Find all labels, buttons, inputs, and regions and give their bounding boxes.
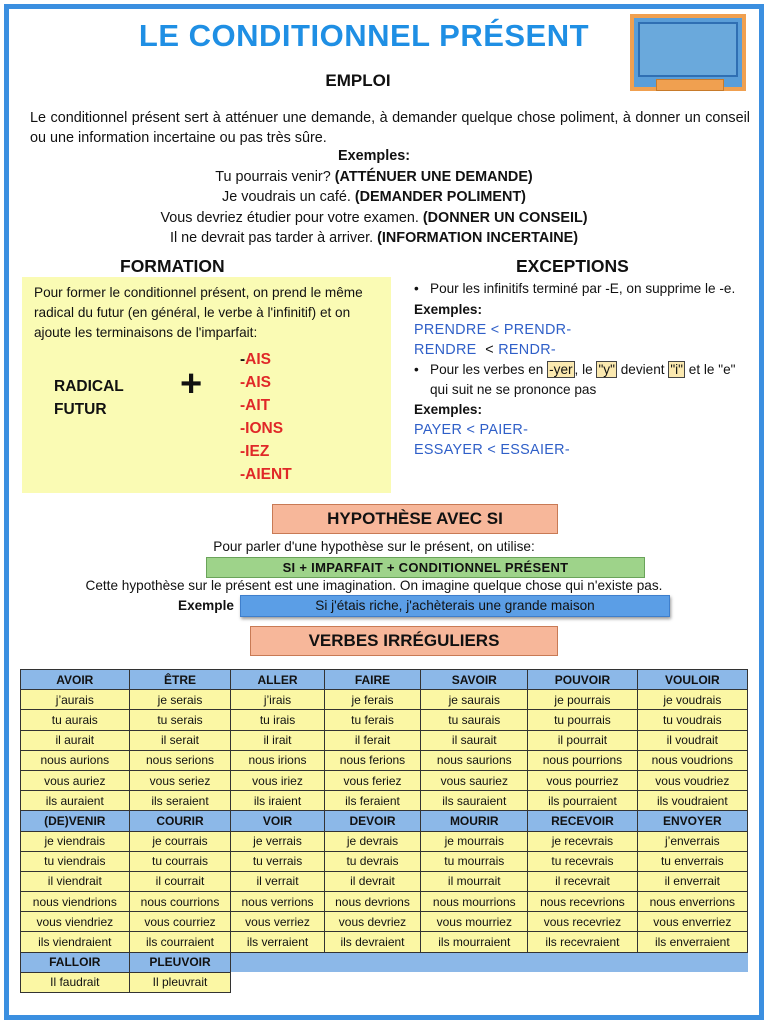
table-cell: nous voudrions (637, 750, 747, 770)
table-cell: nous ferions (324, 750, 421, 770)
page-title: LE CONDITIONNEL PRÉSENT (138, 18, 590, 53)
table-cell: je ferais (324, 690, 421, 710)
table-cell: vous pourriez (528, 770, 637, 790)
table-header: (DE)VENIR (21, 811, 130, 831)
table-cell: vous voudriez (637, 770, 747, 790)
table-cell: nous courrions (129, 892, 231, 912)
table-cell: j’enverrais (637, 831, 747, 851)
emploi-paragraph: Le conditionnel présent sert à atténuer une demande, à demander quelque chose poliment, à donner un conseil ou une information incertaine ou pas très sûre. (30, 110, 750, 146)
table-cell: j’irais (231, 690, 324, 710)
table-header-row (21, 811, 748, 831)
table-cell: vous mourriez (421, 912, 528, 932)
table-cell: nous enverrions (637, 892, 747, 912)
table-cell: je serais (129, 690, 231, 710)
hypothese-example-label: Exemple (178, 598, 234, 613)
table-cell: tu courrais (129, 851, 231, 871)
empty-cell (231, 952, 324, 972)
table-cell: ils feraient (324, 791, 421, 811)
table-cell: ils recevraient (528, 932, 637, 952)
table-cell: nous pourrions (528, 750, 637, 770)
empty-cell (231, 972, 324, 992)
table-header-row (21, 952, 748, 972)
table-cell: nous recevrions (528, 892, 637, 912)
table-cell: nous mourrions (421, 892, 528, 912)
empty-cell (324, 952, 421, 972)
table-row (21, 710, 748, 730)
table-cell: il verrait (231, 871, 324, 891)
table-cell: vous seriez (129, 770, 231, 790)
exception-example: PAYER < PAIER- (414, 422, 529, 438)
table-header: ALLER (231, 670, 324, 690)
table-cell: il voudrait (637, 730, 747, 750)
table-header: VOIR (231, 811, 324, 831)
table-cell: tu irais (231, 710, 324, 730)
table-cell: tu serais (129, 710, 231, 730)
table-cell: tu mourrais (421, 851, 528, 871)
table-row (21, 791, 748, 811)
table-cell: nous verrions (231, 892, 324, 912)
table-header: POUVOIR (528, 670, 637, 690)
empty-cell (421, 972, 528, 992)
table-cell: j’aurais (21, 690, 130, 710)
empty-cell (528, 952, 637, 972)
table-header: RECEVOIR (528, 811, 637, 831)
empty-cell (637, 952, 747, 972)
emploi-examples (0, 146, 748, 249)
table-cell: il pourrait (528, 730, 637, 750)
table-header: MOURIR (421, 811, 528, 831)
table-row (21, 770, 748, 790)
table-cell: vous iriez (231, 770, 324, 790)
table-cell: vous sauriez (421, 770, 528, 790)
table-cell: ils mourraient (421, 932, 528, 952)
empty-cell (324, 972, 421, 992)
example-line: Je voudrais un café. (DEMANDER POLIMENT) (222, 189, 526, 205)
table-row (21, 871, 748, 891)
table-cell: nous viendrions (21, 892, 130, 912)
ending: -AIT (240, 397, 271, 414)
table-cell: vous feriez (324, 770, 421, 790)
table-cell: ils verraient (231, 932, 324, 952)
table-row (21, 851, 748, 871)
table-cell: vous courriez (129, 912, 231, 932)
hypothese-intro: Pour parler d'une hypothèse sur le présent, on utilise: (213, 539, 535, 554)
table-cell: nous serions (129, 750, 231, 770)
table-header: ENVOYER (637, 811, 747, 831)
table-cell: il aurait (21, 730, 130, 750)
table-cell: il mourrait (421, 871, 528, 891)
table-row (21, 831, 748, 851)
emploi-heading: EMPLOI (325, 71, 391, 90)
table-header: ÊTRE (129, 670, 231, 690)
table-cell: ils viendraient (21, 932, 130, 952)
table-cell: vous viendriez (21, 912, 130, 932)
table-cell: tu enverrais (637, 851, 747, 871)
hypothese-heading: HYPOTHÈSE AVEC SI (272, 504, 558, 534)
table-header-row (21, 670, 748, 690)
table-cell: il recevrait (528, 871, 637, 891)
table-cell: je recevrais (528, 831, 637, 851)
examples-label: Exemples: (414, 302, 483, 317)
exceptions-block (414, 279, 754, 460)
table-cell: il courrait (129, 871, 231, 891)
table-cell: vous enverriez (637, 912, 747, 932)
table-row (21, 912, 748, 932)
table-header: FAIRE (324, 670, 421, 690)
table-cell: vous auriez (21, 770, 130, 790)
hypothese-example: Si j'étais riche, j'achèterais une grande maison (240, 595, 670, 617)
table-cell: ils sauraient (421, 791, 528, 811)
table-cell: tu pourrais (528, 710, 637, 730)
table-cell: ils seraient (129, 791, 231, 811)
table-cell: nous aurions (21, 750, 130, 770)
ending: -IONS (240, 420, 284, 437)
endings-list (240, 348, 292, 486)
table-cell: je viendrais (21, 831, 130, 851)
table-row (21, 972, 748, 992)
table-header: VOULOIR (637, 670, 747, 690)
table-cell: il saurait (421, 730, 528, 750)
ending: -AIENT (240, 466, 292, 483)
table-header: COURIR (129, 811, 231, 831)
table-cell: ils auraient (21, 791, 130, 811)
formation-text: Pour former le conditionnel présent, on prend le même radical du futur (en général, le verbe à l'infinitif) et on ajoute les terminaisons de l'imparfait: (34, 285, 363, 340)
table-header: FALLOIR (21, 952, 130, 972)
table-cell: tu aurais (21, 710, 130, 730)
exception-rule-1: • Pour les infinitifs terminé par -E, on supprime le -e. (414, 281, 736, 296)
table-cell: tu verrais (231, 851, 324, 871)
empty-cell (528, 972, 637, 992)
table-cell: ils voudraient (637, 791, 747, 811)
table-row (21, 730, 748, 750)
chalkboard-surface (638, 22, 738, 77)
table-header: AVOIR (21, 670, 130, 690)
table-cell: tu voudrais (637, 710, 747, 730)
table-cell: Il pleuvrait (129, 972, 231, 992)
table-cell: je courrais (129, 831, 231, 851)
table-cell: ils devraient (324, 932, 421, 952)
ending: -AIS (240, 374, 272, 391)
table-cell: vous verriez (231, 912, 324, 932)
table-cell: je devrais (324, 831, 421, 851)
table-cell: je saurais (421, 690, 528, 710)
table-header: SAVOIR (421, 670, 528, 690)
table-cell: il serait (129, 730, 231, 750)
table-cell: tu ferais (324, 710, 421, 730)
table-cell: il irait (231, 730, 324, 750)
exception-example: RENDRE < RENDR- (414, 342, 556, 358)
table-cell: il devrait (324, 871, 421, 891)
formation-box (22, 277, 391, 493)
table-cell: ils enverraient (637, 932, 747, 952)
table-header: DEVOIR (324, 811, 421, 831)
table-cell: je voudrais (637, 690, 747, 710)
formation-heading: FORMATION (120, 256, 225, 276)
table-cell: tu viendrais (21, 851, 130, 871)
table-cell: Il faudrait (21, 972, 130, 992)
table-cell: ils pourraient (528, 791, 637, 811)
table-cell: ils courraient (129, 932, 231, 952)
table-cell: il viendrait (21, 871, 130, 891)
exception-example: PRENDRE < PRENDR- (414, 322, 572, 338)
table-row (21, 932, 748, 952)
exception-example: ESSAYER < ESSAIER- (414, 442, 570, 458)
table-header: PLEUVOIR (129, 952, 231, 972)
table-cell: nous saurions (421, 750, 528, 770)
table-row (21, 690, 748, 710)
exception-rule-2: • Pour les verbes en -yer , le "y" devient "i" et le "e" qui suit ne se prononce pas (414, 362, 736, 397)
table-cell: vous devriez (324, 912, 421, 932)
table-cell: nous devrions (324, 892, 421, 912)
ending: -AIS (240, 351, 272, 368)
table-cell: je verrais (231, 831, 324, 851)
table-cell: nous irions (231, 750, 324, 770)
table-row (21, 750, 748, 770)
table-cell: il enverrait (637, 871, 747, 891)
table-cell: je mourrais (421, 831, 528, 851)
table-row (21, 892, 748, 912)
table-cell: tu saurais (421, 710, 528, 730)
plus-sign: + (180, 363, 203, 405)
table-cell: il ferait (324, 730, 421, 750)
table-cell: tu devrais (324, 851, 421, 871)
table-cell: vous recevriez (528, 912, 637, 932)
empty-cell (637, 972, 747, 992)
examples-label: Exemples: (338, 148, 410, 164)
table-cell: je pourrais (528, 690, 637, 710)
radical-futur: RADICAL FUTUR (54, 378, 124, 418)
hypothese-formula: SI + IMPARFAIT + CONDITIONNEL PRÉSENT (206, 557, 645, 578)
example-line: Tu pourrais venir? (ATTÉNUER UNE DEMANDE) (215, 168, 533, 185)
irregular-verbs-table (20, 669, 748, 993)
exceptions-heading: EXCEPTIONS (516, 256, 629, 276)
example-line: Vous devriez étudier pour votre examen. (DONNER UN CONSEIL) (160, 209, 588, 226)
ending: -IEZ (240, 443, 270, 460)
hypothese-explanation: Cette hypothèse sur le présent est une imagination. On imagine quelque chose qui n'existe pas. (85, 578, 663, 593)
empty-cell (421, 952, 528, 972)
irreguliers-heading: VERBES IRRÉGULIERS (250, 626, 558, 656)
example-line: Il ne devrait pas tarder à arriver. (INFORMATION INCERTAINE) (169, 230, 579, 246)
table-cell: ils iraient (231, 791, 324, 811)
examples-label: Exemples: (414, 402, 483, 417)
table-cell: tu recevrais (528, 851, 637, 871)
